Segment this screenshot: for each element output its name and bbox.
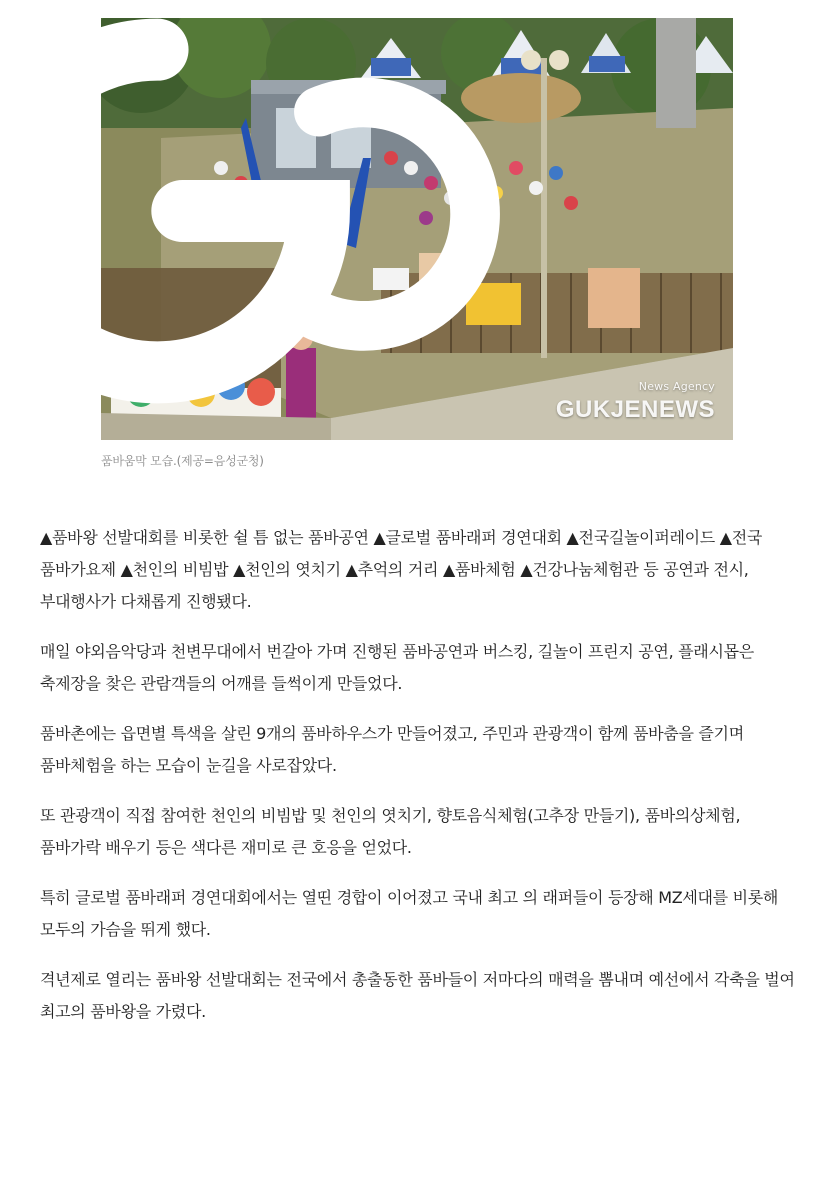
article-paragraph: ▲품바왕 선발대회를 비롯한 쉴 틈 없는 품바공연 ▲글로벌 품바래퍼 경연대회 ▲전국길놀이퍼레이드 ▲전국 품바가요제 ▲천인의 비빔밥 ▲천인의 엿치기 ▲추억의 거리 ▲품바체험 ▲건강나눔체험관 등 공연과 전시, 부대행사가 다채롭게 진행됐다. — [40, 528, 763, 611]
watermark-brand-name: GUKJENEWS — [555, 396, 715, 423]
article-paragraph: 또 관광객이 직접 참여한 천인의 비빔밥 및 천인의 엿치기, 향토음식체험(고추장 만들기), 품바의상체험, 품바가락 배우기 등은 색다른 재미로 큰 호응을 얻었다. — [40, 806, 741, 857]
gukjenews-logo-icon — [101, 18, 548, 422]
article-paragraph: 품바촌에는 읍면별 특색을 살린 9개의 품바하우스가 만들어졌고, 주민과 관광객이 함께 품바춤을 즐기며 품바체험을 하는 모습이 눈길을 사로잡았다. — [40, 724, 744, 775]
article-photo — [101, 18, 733, 440]
watermark-text-group — [556, 381, 715, 422]
article-paragraph: 격년제로 열리는 품바왕 선발대회는 전국에서 총출동한 품바들이 저마다의 매력을 뽐내며 예선에서 각축을 벌여 최고의 품바왕을 가렸다. — [40, 970, 795, 1021]
article-body — [40, 522, 798, 1046]
article-paragraph: 특히 글로벌 품바래퍼 경연대회에서는 열띤 경합이 이어졌고 국내 최고 의 래퍼들이 등장해 MZ세대를 비롯해 모두의 가슴을 뛰게 했다. — [40, 888, 779, 939]
article-paragraph: 매일 야외음악당과 천변무대에서 번갈아 가며 진행된 품바공연과 버스킹, 길놀이 프린지 공연, 플래시몹은 축제장을 찾은 관람객들의 어깨를 들썩이게 만들었다. — [40, 642, 754, 693]
watermark-agency-label: News Agency — [638, 380, 715, 393]
news-agency-watermark — [101, 18, 715, 422]
photo-caption: 품바움막 모습.(제공=음성군청) — [101, 454, 264, 468]
